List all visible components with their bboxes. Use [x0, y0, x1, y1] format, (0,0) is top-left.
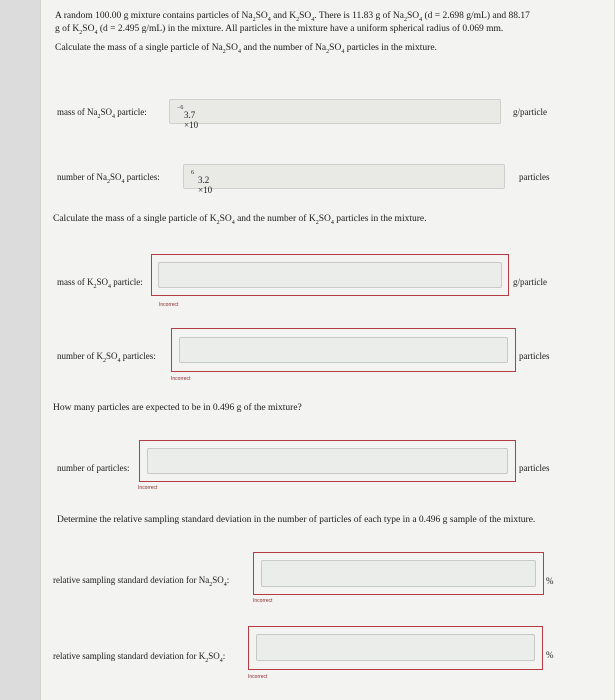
subscript: 2: [79, 29, 83, 36]
text: particle:: [115, 107, 147, 117]
text: number of Na: [57, 172, 107, 182]
subscript: 4: [419, 16, 423, 23]
text: SO: [318, 214, 331, 224]
question-page: [40, 0, 614, 700]
question-1: [55, 42, 595, 55]
subscript: 2: [205, 657, 209, 664]
superscript: −6: [177, 105, 184, 111]
text: :: [226, 575, 230, 585]
na-mass-label: [57, 107, 147, 120]
text: and the number of K: [234, 214, 316, 224]
text: SO: [219, 214, 232, 224]
subscript: 4: [219, 657, 223, 664]
text: SO: [109, 172, 122, 182]
question-2: [53, 214, 426, 224]
rsd-na-label: [53, 575, 230, 588]
text: SO: [255, 11, 268, 21]
total-count-status: Incorrect: [138, 485, 158, 491]
subscript: 4: [112, 113, 116, 120]
na-count-unit: particles: [519, 172, 550, 182]
subscript: 2: [93, 283, 97, 290]
text: (d = 2.698 g/mL) and 88.17: [422, 11, 530, 21]
subscript: 4: [94, 29, 98, 36]
subscript: 2: [209, 581, 213, 588]
rsd-k-status: Incorrect: [248, 674, 268, 680]
subscript: 4: [311, 16, 315, 23]
text: (d = 2.495 g/mL) in the mixture. All particles in the mixture have a uniform spherical radius of 0.069 mm.: [97, 24, 504, 34]
text: Calculate the mass of a single particle of Na: [55, 43, 223, 53]
text: :: [222, 651, 226, 661]
text: relative sampling standard deviation for K: [53, 651, 206, 661]
text: SO: [406, 11, 420, 21]
subscript: 4: [117, 357, 121, 364]
text: relative sampling standard deviation for Na: [53, 575, 210, 585]
subscript: 2: [252, 16, 256, 23]
rsd-k-input[interactable]: [256, 634, 535, 661]
k-mass-label: [57, 277, 143, 290]
text: SO: [82, 24, 95, 34]
question-3: How many particles are expected to be in 0.496 g of the mixture?: [53, 403, 302, 413]
na-mass-answer[interactable]: [169, 99, 501, 130]
text: mass of K: [57, 277, 94, 287]
question-4: Determine the relative sampling standard deviation in the number of particles of each type in a 0.496 g sample of the mixture.: [57, 515, 536, 525]
superscript: 6: [191, 170, 194, 176]
text: SO: [100, 107, 113, 117]
subscript: 2: [103, 357, 106, 364]
na-mass-unit: g/particle: [513, 107, 547, 117]
text: and the number of Na: [240, 43, 327, 53]
text: . There is 11.83 g of Na: [314, 11, 404, 21]
k-count-input[interactable]: [179, 337, 508, 363]
total-count-unit: particles: [519, 463, 550, 473]
text: 3.7 ×10: [184, 110, 199, 130]
text: g of K: [55, 24, 80, 34]
subscript: 4: [341, 48, 345, 55]
k-mass-unit: g/particle: [513, 277, 547, 287]
total-count-input[interactable]: [147, 448, 508, 474]
subscript: 2: [403, 16, 407, 23]
subscript: 4: [231, 219, 235, 226]
text: Calculate the mass of a single particle of K: [53, 214, 217, 224]
subscript: 2: [106, 178, 110, 185]
subscript: 4: [267, 16, 271, 23]
text: SO: [208, 651, 220, 661]
subscript: 4: [223, 581, 227, 588]
text: SO: [106, 351, 118, 361]
rsd-k-label: [53, 651, 226, 664]
rsd-na-unit: %: [546, 576, 554, 586]
text: particles in the mixture.: [344, 43, 437, 53]
text: SO: [96, 277, 109, 287]
subscript: 2: [326, 48, 330, 55]
subscript: 4: [330, 219, 334, 226]
text: A random 100.00 g mixture contains particles of Na: [55, 11, 253, 21]
na-count-answer[interactable]: [183, 164, 505, 195]
rsd-na-status: Incorrect: [253, 598, 273, 604]
subscript: 2: [222, 48, 226, 55]
intro-line-1: [55, 10, 595, 23]
text: SO: [212, 575, 224, 585]
text: particles in the mixture.: [333, 214, 427, 224]
text: SO: [225, 43, 238, 53]
k-mass-input[interactable]: [158, 262, 502, 288]
subscript: 2: [315, 219, 319, 226]
k-count-label: [57, 351, 156, 364]
subscript: 2: [296, 16, 300, 23]
text: number of K: [57, 351, 103, 361]
intro-line-2: [55, 23, 595, 36]
text: 3.2 ×10: [198, 175, 213, 195]
na-mass-value: [177, 105, 199, 130]
text: SO: [299, 11, 312, 21]
subscript: 4: [237, 48, 241, 55]
k-count-status: Incorrect: [171, 376, 191, 382]
na-count-label: [57, 172, 160, 185]
rsd-k-unit: %: [546, 650, 554, 660]
text: SO: [329, 43, 342, 53]
k-mass-status: Incorrect: [159, 302, 179, 308]
text: particles:: [120, 351, 156, 361]
subscript: 2: [216, 219, 220, 226]
text: particle:: [111, 277, 143, 287]
text: mass of Na: [57, 107, 98, 117]
subscript: 4: [108, 283, 112, 290]
na-count-value: [191, 170, 213, 195]
problem-statement: [55, 10, 595, 55]
k-count-unit: particles: [519, 351, 550, 361]
total-count-label: number of particles:: [57, 463, 130, 473]
text: particles:: [124, 172, 160, 182]
text: and K: [270, 11, 297, 21]
subscript: 2: [97, 113, 101, 120]
rsd-na-input[interactable]: [261, 560, 536, 587]
subscript: 4: [121, 178, 125, 185]
